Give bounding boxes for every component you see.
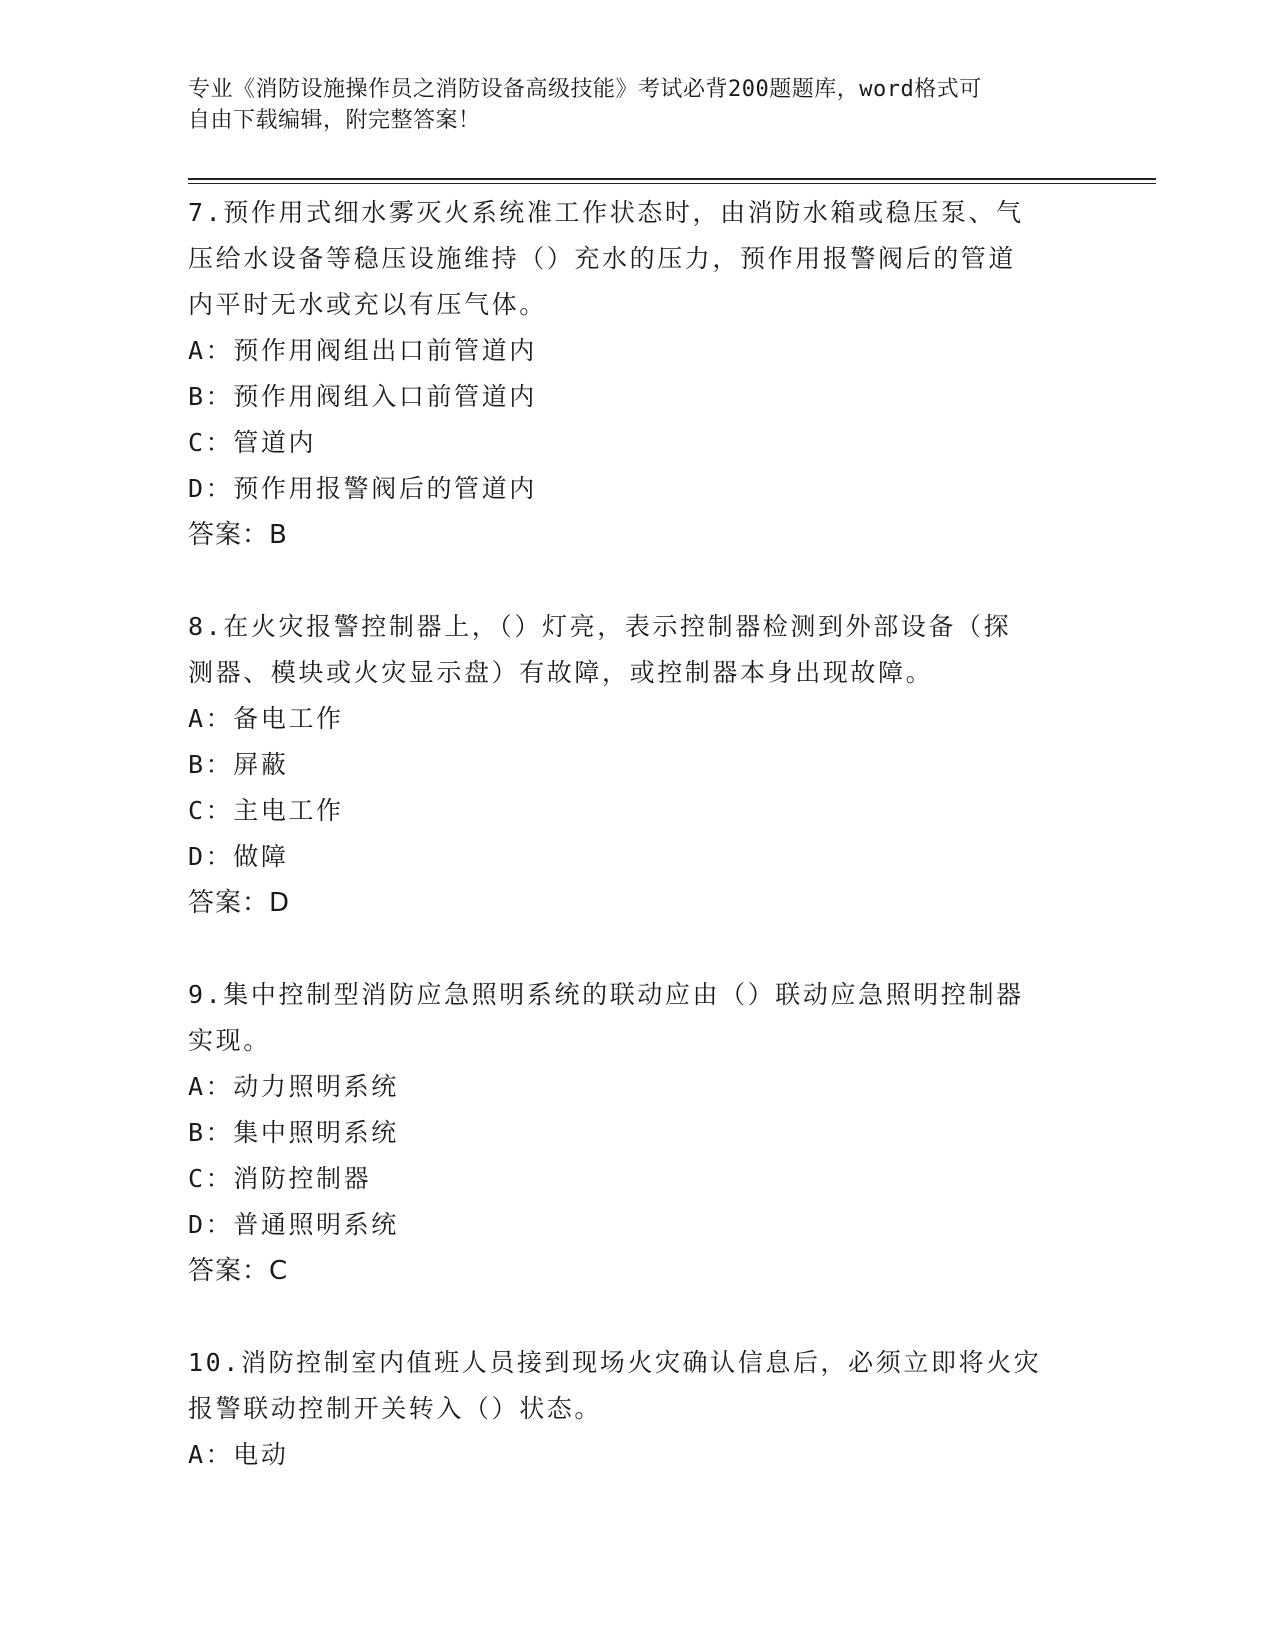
header-line-1: 专业《消防设施操作员之消防设备高级技能》考试必背200题题库，word格式可: [188, 77, 982, 102]
option-b: B：预作用阀组入口前管道内: [188, 382, 537, 411]
stem-line: 7.预作用式细水雾灭火系统准工作状态时，由消防水箱或稳压泵、气: [188, 198, 1024, 227]
header-rule-thin: [188, 183, 1156, 184]
stem-line: 内平时无水或充以有压气体。: [188, 290, 547, 319]
header-line-2: 自由下载编辑，附完整答案！: [188, 108, 481, 133]
option-a: A：电动: [188, 1440, 289, 1469]
question-stem: [188, 604, 1088, 696]
stem-line: 8.在火灾报警控制器上，（）灯亮，表示控制器检测到外部设备（探: [188, 612, 1012, 641]
stem-line: 10.消防控制室内值班人员接到现场火灾确认信息后，必须立即将火灾: [188, 1348, 1042, 1377]
option-a: A：动力照明系统: [188, 1072, 399, 1101]
option-c: C：主电工作: [188, 796, 344, 825]
answer-line: 答案：D: [188, 888, 291, 918]
option-a: A：备电工作: [188, 704, 344, 733]
option-a: A：预作用阀组出口前管道内: [188, 336, 537, 365]
answer-line: 答案：B: [188, 520, 288, 550]
option-c: C：管道内: [188, 428, 317, 457]
stem-line: 测器、模块或火灾显示盘）有故障，或控制器本身出现故障。: [188, 658, 934, 687]
answer-line: 答案：C: [188, 1256, 289, 1286]
question-stem: [188, 190, 1088, 328]
question-9: [188, 972, 1088, 1294]
option-d: D：做障: [188, 842, 289, 871]
stem-line: 实现。: [188, 1026, 271, 1055]
option-b: B：集中照明系统: [188, 1118, 399, 1147]
header-rule-thick: [188, 178, 1156, 180]
question-stem: [188, 1340, 1088, 1432]
question-10: [188, 1340, 1088, 1478]
option-c: C：消防控制器: [188, 1164, 372, 1193]
question-8: [188, 604, 1088, 926]
question-7: [188, 190, 1088, 558]
stem-line: 9.集中控制型消防应急照明系统的联动应由（）联动应急照明控制器: [188, 980, 1024, 1009]
document-header: [188, 74, 1068, 136]
question-list: [188, 190, 1088, 1524]
option-d: D：普通照明系统: [188, 1210, 399, 1239]
question-stem: [188, 972, 1088, 1064]
option-d: D：预作用报警阀后的管道内: [188, 474, 537, 503]
option-b: B：屏蔽: [188, 750, 289, 779]
stem-line: 报警联动控制开关转入（）状态。: [188, 1394, 603, 1423]
stem-line: 压给水设备等稳压设施维持（）充水的压力，预作用报警阀后的管道: [188, 244, 1017, 273]
